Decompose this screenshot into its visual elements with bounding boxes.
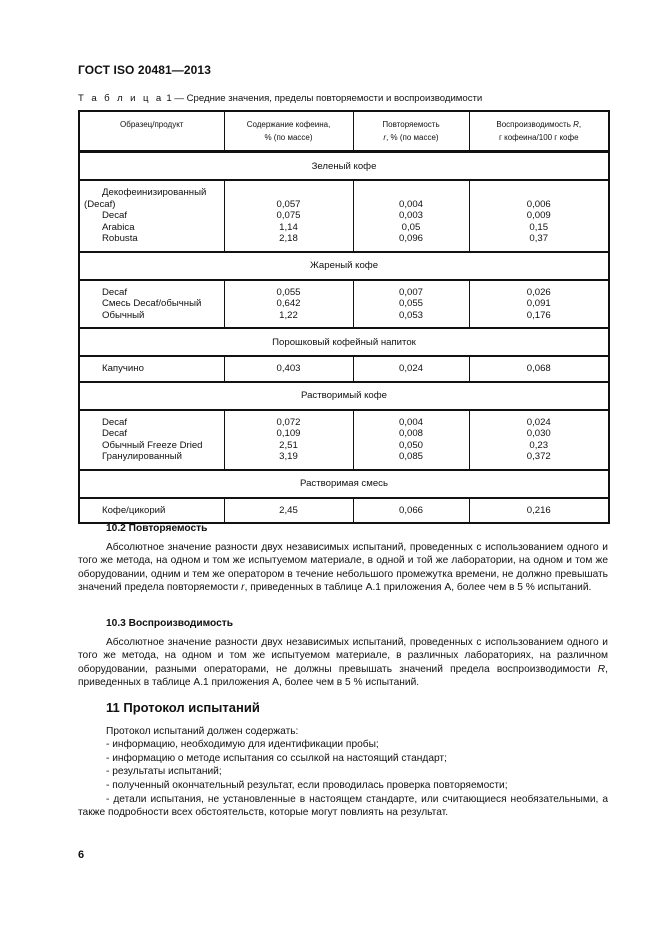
group-title: Растворимая смесь bbox=[79, 470, 609, 498]
reproducibility-value: 0,15 bbox=[529, 221, 549, 233]
caffeine-cell bbox=[224, 410, 353, 470]
sample-name: Обычный bbox=[102, 309, 145, 321]
repeatability-cell bbox=[353, 180, 469, 252]
sample-name: Капучино bbox=[102, 363, 144, 374]
sample-name: Смесь Decaf/обычный bbox=[102, 298, 202, 309]
repeatability-cell bbox=[353, 280, 469, 329]
caffeine-value: 0,057 bbox=[276, 198, 301, 210]
paragraph-text: Абсолютное значение разности двух независимых испытаний, проведенных с использованием одного и того же метода, на одном и том же испытуемом материале, в одной и той же лаборатории, на одном и том же оборудовании, одним и тем же оператором в течение небольшого промежутка времени, не должно превышать значений предела повторяемости bbox=[78, 541, 608, 594]
caffeine-value: 0,072 bbox=[276, 416, 301, 428]
reproducibility-value: 0,009 bbox=[526, 210, 551, 221]
sample-name: Decaf bbox=[102, 416, 128, 428]
sample-name: Декофеинизированный bbox=[102, 187, 207, 198]
table-row bbox=[79, 356, 609, 382]
repeatability-value: 0,066 bbox=[398, 504, 423, 516]
reproducibility-cell bbox=[469, 280, 609, 329]
sample-name: Обычный Freeze Dried bbox=[102, 439, 203, 451]
reproducibility-value: 0,216 bbox=[526, 504, 551, 516]
section-heading: 11 Протокол испытаний bbox=[106, 700, 260, 715]
reproducibility-value: 0,091 bbox=[526, 298, 551, 309]
repeatability-value: 0,085 bbox=[398, 451, 423, 462]
table-row bbox=[79, 180, 609, 252]
reproducibility-cell bbox=[469, 356, 609, 382]
section-reproducibility bbox=[78, 617, 608, 690]
reproducibility-value: 0,026 bbox=[526, 286, 551, 298]
reproducibility-cell bbox=[469, 180, 609, 252]
repeatability-value: 0,004 bbox=[398, 198, 423, 210]
paragraph-text: , приведенных в таблице А.1 приложения А, более чем в 5 % испытаний. bbox=[78, 663, 608, 689]
repeatability-cell bbox=[353, 410, 469, 470]
group-row-instant-mix bbox=[79, 470, 609, 498]
repeatability-value: 0,008 bbox=[398, 428, 423, 439]
reproducibility-value: 0,176 bbox=[526, 309, 551, 321]
sample-cell bbox=[79, 280, 224, 329]
list-item: - детали испытания, не установленные в настоящем стандарте, или считающиеся необязательными, а также подробности всех обстоятельств, которые могут повлиять на результат. bbox=[78, 793, 608, 819]
group-title: Растворимый кофе bbox=[79, 382, 609, 410]
group-row-green-coffee bbox=[79, 152, 609, 181]
column-header-caffeine bbox=[224, 111, 353, 152]
column-header-reproducibility-line2: г кофеина/100 г кофе bbox=[498, 133, 579, 142]
document-header: ГОСТ ISO 20481—2013 bbox=[78, 63, 211, 77]
sample-name: Decaf bbox=[102, 428, 128, 439]
sample-name: Arabica bbox=[102, 221, 135, 233]
reproducibility-value: 0,030 bbox=[526, 428, 551, 439]
table-row bbox=[79, 410, 609, 470]
section-heading: 10.2 Повторяемость bbox=[106, 523, 208, 534]
column-header-repeatability-line2: , % (по массе) bbox=[386, 133, 439, 142]
column-header-reproducibility bbox=[469, 111, 609, 152]
page-number: 6 bbox=[78, 849, 85, 861]
column-header-caffeine-line2: % (по массе) bbox=[264, 133, 313, 142]
group-title: Жареный кофе bbox=[79, 252, 609, 280]
sample-name-cont: (Decaf) bbox=[84, 198, 116, 210]
repeatability-value: 0,055 bbox=[398, 298, 423, 309]
group-row-instant-coffee bbox=[79, 382, 609, 410]
caffeine-table bbox=[78, 110, 610, 524]
reproducibility-value: 0,372 bbox=[526, 451, 551, 462]
section-heading: 10.3 Воспроизводимость bbox=[106, 618, 234, 629]
repeatability-symbol: r bbox=[241, 582, 245, 594]
sample-name: Robusta bbox=[102, 233, 138, 244]
caffeine-value: 0,055 bbox=[276, 286, 301, 298]
paragraph-text: , приведенных в таблице А.1 приложения А, более чем в 5 % испытаний. bbox=[244, 582, 592, 594]
group-title: Зеленый кофе bbox=[79, 152, 609, 181]
paragraph-text: Абсолютное значение разности двух независимых испытаний, проведенных с использованием одного и того же метода, на одном и том же испытуемом материале, в различных лабораториях, на различном оборудовании, разными операторами, не должны превышать значений предела воспроизводимости bbox=[78, 636, 608, 675]
reproducibility-value: 0,024 bbox=[526, 416, 551, 428]
repeatability-value: 0,024 bbox=[398, 363, 423, 374]
caffeine-value: 0,403 bbox=[276, 363, 301, 374]
repeatability-cell bbox=[353, 356, 469, 382]
sample-name: Кофе/цикорий bbox=[102, 504, 166, 516]
sample-name: Гранулированный bbox=[102, 451, 183, 462]
reproducibility-value: 0,006 bbox=[526, 198, 551, 210]
table-caption bbox=[78, 93, 482, 104]
sample-cell bbox=[79, 498, 224, 524]
repeatability-cell bbox=[353, 498, 469, 524]
caffeine-value: 1,22 bbox=[279, 309, 298, 321]
reproducibility-cell bbox=[469, 498, 609, 524]
list-item: - результаты испытаний; bbox=[106, 766, 222, 778]
column-header-reproducibility-comma: , bbox=[578, 120, 582, 129]
table-caption-text: — Средние значения, пределы повторяемости и воспроизводимости bbox=[171, 93, 483, 104]
list-item: - полученный окончательный результат, если проводилась проверка повторяемости; bbox=[106, 779, 508, 791]
group-row-roasted-coffee bbox=[79, 252, 609, 280]
test-report-intro: Протокол испытаний должен содержать: bbox=[106, 725, 299, 737]
list-item: - информацию, необходимую для идентификации пробы; bbox=[106, 739, 379, 751]
caffeine-value: 2,18 bbox=[279, 233, 298, 244]
caffeine-value: 0,109 bbox=[276, 428, 301, 439]
table-caption-prefix: Т а б л и ц а bbox=[78, 93, 164, 104]
sample-name: Decaf bbox=[102, 210, 128, 221]
table-row bbox=[79, 498, 609, 524]
caffeine-cell bbox=[224, 498, 353, 524]
caffeine-cell bbox=[224, 180, 353, 252]
sample-name: Decaf bbox=[102, 286, 128, 298]
caffeine-value: 0,642 bbox=[276, 298, 301, 309]
reproducibility-symbol: R bbox=[597, 663, 606, 675]
reproducibility-value: 0,23 bbox=[529, 439, 549, 451]
caffeine-value: 0,075 bbox=[276, 210, 301, 221]
section-test-report bbox=[78, 701, 608, 820]
list-item: - информацию о методе испытания со ссылкой на настоящий стандарт; bbox=[106, 752, 447, 764]
group-title: Порошковый кофейный напиток bbox=[79, 328, 609, 356]
repeatability-value: 0,096 bbox=[398, 233, 423, 244]
column-header-sample-text: Образец/продукт bbox=[120, 120, 184, 129]
column-header-repeatability-symbol: r bbox=[383, 133, 387, 142]
table-caption-number: 1 bbox=[166, 93, 172, 104]
column-header-repeatability-line1: Повторяемость bbox=[382, 120, 440, 129]
caffeine-cell bbox=[224, 280, 353, 329]
caffeine-cell bbox=[224, 356, 353, 382]
sample-cell bbox=[79, 410, 224, 470]
repeatability-value: 0,004 bbox=[398, 416, 423, 428]
column-header-caffeine-line1: Содержание кофеина, bbox=[246, 120, 331, 129]
group-row-powdered-drink bbox=[79, 328, 609, 356]
repeatability-value: 0,053 bbox=[398, 309, 423, 321]
table-header-row bbox=[79, 111, 609, 152]
section-paragraph bbox=[78, 636, 608, 690]
table-row bbox=[79, 280, 609, 329]
caffeine-value: 2,51 bbox=[279, 439, 298, 451]
repeatability-value: 0,050 bbox=[398, 439, 423, 451]
caffeine-value: 1,14 bbox=[279, 221, 298, 233]
caffeine-value: 2,45 bbox=[279, 504, 298, 516]
reproducibility-value: 0,37 bbox=[529, 233, 549, 244]
reproducibility-cell bbox=[469, 410, 609, 470]
reproducibility-value: 0,068 bbox=[526, 363, 551, 374]
column-header-reproducibility-line1: Воспроизводимость bbox=[496, 120, 574, 129]
section-paragraph bbox=[78, 541, 608, 595]
repeatability-value: 0,007 bbox=[398, 286, 423, 298]
section-repeatability bbox=[78, 522, 608, 595]
column-header-repeatability bbox=[353, 111, 469, 152]
column-header-reproducibility-symbol: R bbox=[573, 120, 579, 129]
repeatability-value: 0,05 bbox=[401, 221, 421, 233]
sample-cell bbox=[79, 180, 224, 252]
sample-cell bbox=[79, 356, 224, 382]
caffeine-value: 3,19 bbox=[279, 451, 298, 462]
column-header-sample bbox=[79, 111, 224, 152]
repeatability-value: 0,003 bbox=[398, 210, 423, 221]
